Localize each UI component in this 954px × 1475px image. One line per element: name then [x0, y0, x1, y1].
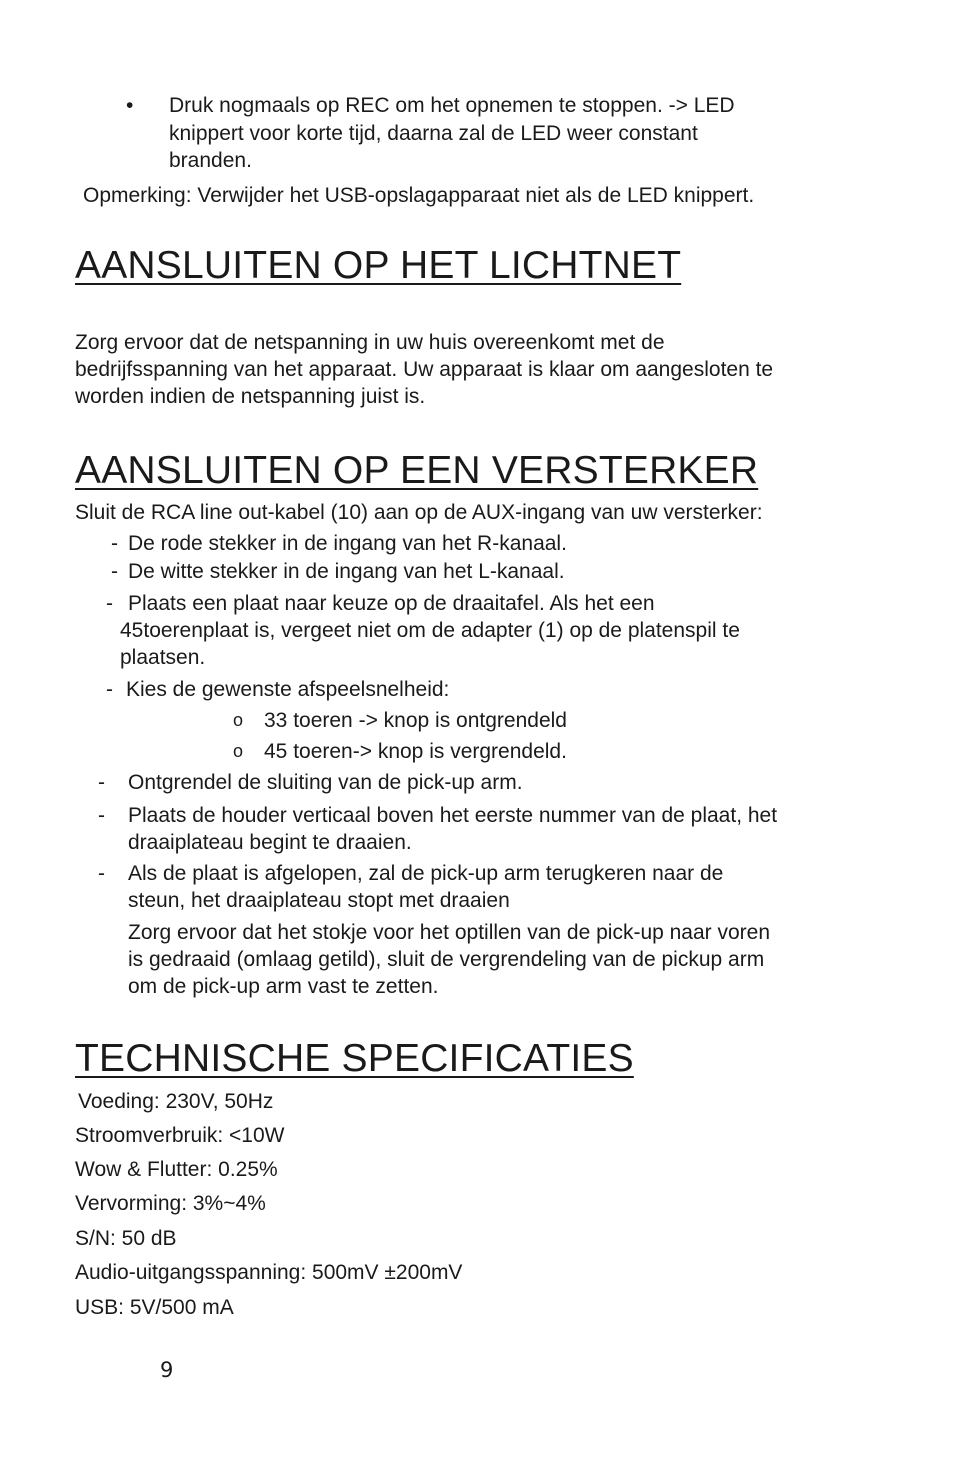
spec-item: Voeding: 230V, 50Hz	[78, 1090, 274, 1113]
note-text: Opmerking: Verwijder het USB-opslagapparaat niet als de LED knippert.	[83, 184, 755, 207]
amp-item-white: De witte stekker in de ingang van het L-kanaal.	[128, 560, 565, 583]
dash-mark: -	[106, 592, 113, 615]
spec-item: Vervorming: 3%~4%	[75, 1192, 266, 1215]
amp-item-plate: Plaats een plaat naar keuze op de draaitafel. Als het een	[128, 592, 655, 615]
amp-item-plate: plaatsen.	[120, 646, 206, 669]
amp-item-red: De rode stekker in de ingang van het R-kanaal.	[128, 532, 567, 555]
speed-option: 33 toeren -> knop is ontgrendeld	[264, 709, 567, 732]
rec-bullet-line: Druk nogmaals op REC om het opnemen te stoppen. -> LED	[169, 94, 735, 117]
heading-mains: AANSLUITEN OP HET LICHTNET	[75, 244, 682, 287]
spec-item: USB: 5V/500 mA	[75, 1296, 234, 1319]
dash-mark: -	[111, 560, 118, 583]
speed-option: 45 toeren-> knop is vergrendeld.	[264, 740, 567, 763]
amp-item-speed: Kies de gewenste afspeelsnelheid:	[126, 678, 450, 701]
heading-amplifier: AANSLUITEN OP EEN VERSTERKER	[75, 449, 759, 492]
dash-mark: -	[111, 532, 118, 555]
mains-line: worden indien de netspanning juist is.	[75, 385, 426, 408]
spec-item: S/N: 50 dB	[75, 1227, 177, 1250]
heading-specs: TECHNISCHE SPECIFICATIES	[75, 1037, 634, 1080]
amp-item-end-extra: is gedraaid (omlaag getild), sluit de vergrendeling van de pickup arm	[128, 948, 765, 971]
amp-item-end: steun, het draaiplateau stopt met draaien	[128, 889, 510, 912]
amp-item-end-extra: om de pick-up arm vast te zetten.	[128, 975, 439, 998]
circle-bullet: o	[233, 710, 244, 730]
bullet-mark: •	[126, 94, 134, 117]
dash-mark: -	[98, 862, 105, 885]
amp-item-end: Als de plaat is afgelopen, zal de pick-up arm terugkeren naar de	[128, 862, 724, 885]
mains-line: Zorg ervoor dat de netspanning in uw huis overeenkomt met de	[75, 331, 665, 354]
spec-item: Audio-uitgangsspanning: 500mV ±200mV	[75, 1261, 463, 1284]
dash-mark: -	[106, 678, 113, 701]
amp-item-holder: draaiplateau begint te draaien.	[128, 831, 412, 854]
amp-item-unlock: Ontgrendel de sluiting van de pick-up arm.	[128, 771, 523, 794]
amp-item-plate: 45toerenplaat is, vergeet niet om de adapter (1) op de platenspil te	[120, 619, 740, 642]
rec-bullet-line: branden.	[169, 149, 252, 172]
circle-bullet: o	[233, 741, 244, 761]
page-number: 9	[160, 1358, 174, 1382]
spec-item: Wow & Flutter: 0.25%	[75, 1158, 278, 1181]
dash-mark: -	[98, 771, 105, 794]
rec-bullet-line: knippert voor korte tijd, daarna zal de LED weer constant	[169, 122, 698, 145]
amp-item-holder: Plaats de houder verticaal boven het eerste nummer van de plaat, het	[128, 804, 778, 827]
amp-intro: Sluit de RCA line out-kabel (10) aan op de AUX-ingang van uw versterker:	[75, 501, 763, 524]
spec-item: Stroomverbruik: <10W	[75, 1124, 285, 1147]
dash-mark: -	[98, 804, 105, 827]
mains-line: bedrijfsspanning van het apparaat. Uw apparaat is klaar om aangesloten te	[75, 358, 774, 381]
amp-item-end-extra: Zorg ervoor dat het stokje voor het optillen van de pick-up naar voren	[128, 921, 771, 944]
